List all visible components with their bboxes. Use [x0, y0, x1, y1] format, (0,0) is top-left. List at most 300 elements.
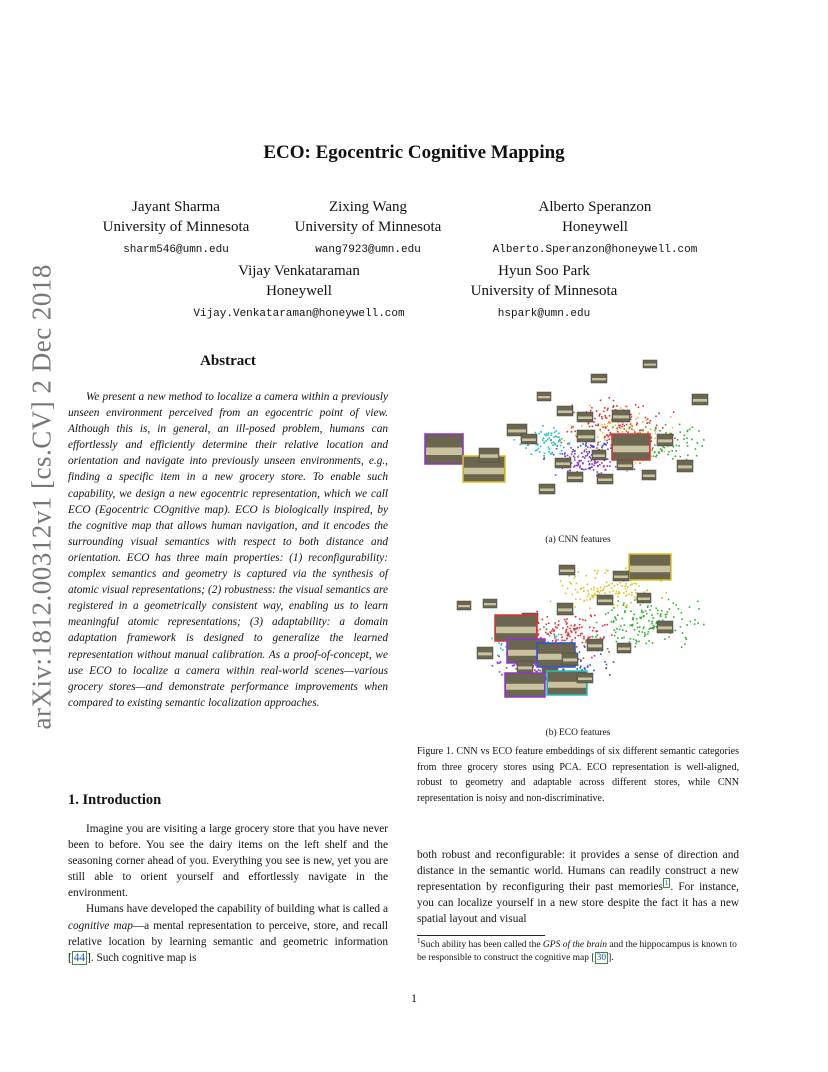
embedding-point — [650, 428, 652, 430]
embedding-point — [641, 610, 643, 612]
embedding-point — [501, 643, 503, 645]
embedding-point — [564, 619, 566, 621]
embedding-point — [555, 474, 557, 476]
embedding-point — [635, 583, 637, 585]
author-affiliation: University of Minnesota — [470, 283, 618, 299]
embedding-point — [668, 451, 670, 453]
embedding-point — [584, 457, 586, 459]
embedding-point — [497, 662, 499, 664]
embedding-point — [634, 646, 636, 648]
eco-feature-plot — [417, 543, 739, 728]
embedding-point — [667, 454, 669, 456]
embedding-point — [587, 584, 589, 586]
embedding-point — [672, 458, 674, 460]
embedding-point — [608, 439, 610, 441]
embedding-point — [573, 456, 575, 458]
embedding-point — [609, 415, 611, 417]
embedding-point — [655, 427, 657, 429]
embedding-point — [607, 458, 609, 460]
embedding-point — [658, 451, 660, 453]
embedding-point — [596, 591, 598, 593]
embedding-point — [667, 611, 669, 613]
embedding-point — [647, 633, 649, 635]
thumbnail-image — [557, 603, 573, 615]
embedding-point — [659, 430, 661, 432]
embedding-point — [681, 646, 683, 648]
embedding-point — [554, 637, 556, 639]
embedding-point — [656, 425, 658, 427]
embedding-point — [614, 629, 616, 631]
author-block — [168, 261, 430, 324]
embedding-point — [601, 416, 603, 418]
embedding-point — [606, 569, 608, 571]
embedding-point — [576, 583, 578, 585]
embedding-point — [617, 593, 619, 595]
author-email[interactable]: hspark@umn.edu — [497, 308, 591, 320]
embedding-point — [574, 575, 576, 577]
cnn-feature-plot — [417, 350, 739, 535]
embedding-point — [597, 471, 599, 473]
embedding-point — [592, 596, 594, 598]
embedding-point — [556, 639, 558, 641]
embedding-point — [653, 625, 655, 627]
embedding-point — [665, 614, 667, 616]
embedding-point — [631, 429, 633, 431]
thumbnail-image — [537, 392, 551, 401]
embedding-point — [567, 632, 569, 634]
embedding-point — [626, 630, 628, 632]
embedding-point — [573, 628, 575, 630]
embedding-point — [572, 451, 574, 453]
embedding-point — [600, 637, 602, 639]
embedding-point — [579, 599, 581, 601]
thumbnail-image — [677, 460, 693, 472]
embedding-point — [542, 439, 544, 441]
embedding-point — [624, 624, 626, 626]
embedding-point — [606, 425, 608, 427]
author-block — [282, 197, 454, 260]
embedding-point — [605, 415, 607, 417]
author-email[interactable]: sharm546@umn.edu — [123, 244, 229, 256]
embedding-point — [603, 411, 605, 413]
author-affiliation: Honeywell — [562, 219, 628, 235]
embedding-point — [629, 641, 631, 643]
embedding-point — [594, 418, 596, 420]
embedding-point — [595, 636, 597, 638]
embedding-point — [616, 405, 618, 407]
embedding-point — [597, 444, 599, 446]
embedding-point — [683, 438, 685, 440]
embedding-point — [631, 583, 633, 585]
embedding-point — [561, 450, 563, 452]
embedding-point — [605, 613, 607, 615]
embedding-point — [546, 433, 548, 435]
embedding-point — [581, 452, 583, 454]
embedding-point — [612, 406, 614, 408]
embedding-point — [698, 430, 700, 432]
embedding-point — [625, 595, 627, 597]
embedding-point — [606, 434, 608, 436]
author-email[interactable]: Alberto.Speranzon@honeywell.com — [492, 244, 698, 256]
embedding-point — [596, 447, 598, 449]
embedding-point — [647, 590, 649, 592]
embedding-point — [622, 618, 624, 620]
embedding-point — [684, 643, 686, 645]
embedding-point — [599, 464, 601, 466]
embedding-point — [616, 429, 618, 431]
embedding-point — [585, 620, 587, 622]
embedding-point — [554, 431, 556, 433]
embedding-point — [550, 631, 552, 633]
embedding-point — [615, 593, 617, 595]
embedding-point — [694, 623, 696, 625]
embedding-point — [687, 455, 689, 457]
embedding-point — [607, 422, 609, 424]
embedding-point — [548, 451, 550, 453]
embedding-point — [554, 443, 556, 445]
embedding-point — [571, 594, 573, 596]
embedding-point — [658, 413, 660, 415]
embedding-point — [654, 430, 656, 432]
thumbnail-image — [591, 374, 607, 383]
subfigure-caption: (b) ECO features — [545, 728, 611, 738]
embedding-point — [561, 634, 563, 636]
embedding-point — [625, 583, 627, 585]
embedding-point — [553, 436, 555, 438]
embedding-point — [575, 435, 577, 437]
embedding-point — [606, 440, 608, 442]
thumbnail-image — [577, 430, 595, 442]
author-email[interactable]: Vijay.Venkataraman@honeywell.com — [193, 308, 405, 320]
embedding-point — [605, 426, 607, 428]
embedding-point — [637, 634, 639, 636]
embedding-point — [653, 455, 655, 457]
embedding-point — [590, 457, 592, 459]
embedding-point — [578, 455, 580, 457]
embedding-point — [604, 407, 606, 409]
embedding-point — [686, 442, 688, 444]
embedding-point — [551, 434, 553, 436]
embedding-point — [679, 424, 681, 426]
embedding-point — [613, 607, 615, 609]
embedding-point — [579, 618, 581, 620]
embedding-point — [607, 408, 609, 410]
embedding-point — [561, 453, 563, 455]
embedding-point — [696, 455, 698, 457]
embedding-point — [562, 669, 564, 671]
embedding-point — [606, 582, 608, 584]
embedding-point — [538, 433, 540, 435]
embedding-point — [547, 616, 549, 618]
embedding-point — [548, 432, 550, 434]
embedding-point — [499, 671, 501, 673]
embedding-point — [616, 591, 618, 593]
embedding-point — [548, 622, 550, 624]
page-number: 1 — [411, 991, 417, 1005]
thumbnail-image — [577, 673, 593, 683]
embedding-point — [553, 634, 555, 636]
embedding-point — [603, 636, 605, 638]
author-email[interactable]: wang7923@umn.edu — [315, 244, 421, 256]
embedding-point — [638, 631, 640, 633]
embedding-point — [634, 589, 636, 591]
author-name: Vijay Venkataraman — [238, 263, 360, 279]
embedding-point — [675, 450, 677, 452]
embedding-point — [566, 623, 568, 625]
embedding-point — [567, 634, 569, 636]
embedding-point — [655, 433, 657, 435]
embedding-point — [591, 407, 593, 409]
embedding-point — [491, 638, 493, 640]
embedding-point — [644, 632, 646, 634]
embedding-point — [687, 445, 689, 447]
embedding-point — [591, 463, 593, 465]
embedding-point — [639, 626, 641, 628]
embedding-point — [539, 451, 541, 453]
embedding-point — [612, 427, 614, 429]
embedding-point — [678, 445, 680, 447]
embedding-point — [558, 441, 560, 443]
embedding-point — [598, 415, 600, 417]
embedding-point — [540, 446, 542, 448]
embedding-point — [596, 410, 598, 412]
embedding-point — [538, 633, 540, 635]
embedding-point — [601, 424, 603, 426]
embedding-point — [551, 630, 553, 632]
thumbnail-image — [692, 394, 708, 405]
embedding-point — [575, 599, 577, 601]
embedding-point — [582, 642, 584, 644]
embedding-point — [596, 622, 598, 624]
embedding-point — [682, 632, 684, 634]
embedding-point — [609, 591, 611, 593]
embedding-point — [620, 428, 622, 430]
embedding-point — [589, 664, 591, 666]
embedding-point — [579, 624, 581, 626]
embedding-point — [544, 434, 546, 436]
embedding-point — [664, 638, 666, 640]
embedding-point — [531, 453, 533, 455]
embedding-point — [635, 404, 637, 406]
embedding-point — [607, 570, 609, 572]
embedding-point — [594, 463, 596, 465]
embedding-point — [641, 611, 643, 613]
embedding-point — [654, 451, 656, 453]
embedding-point — [622, 629, 624, 631]
embedding-point — [613, 400, 615, 402]
embedding-point — [625, 430, 627, 432]
embedding-point — [697, 601, 699, 603]
embedding-point — [571, 427, 573, 429]
embedding-point — [552, 444, 554, 446]
embedding-point — [554, 635, 556, 637]
embedding-point — [611, 587, 613, 589]
embedding-point — [537, 445, 539, 447]
embedding-point — [579, 467, 581, 469]
embedding-point — [625, 406, 627, 408]
embedding-point — [556, 627, 558, 629]
embedding-point — [634, 596, 636, 598]
embedding-point — [565, 630, 567, 632]
embedding-point — [625, 588, 627, 590]
embedding-point — [606, 667, 608, 669]
embedding-point — [574, 637, 576, 639]
embedding-point — [630, 426, 632, 428]
embedding-point — [588, 593, 590, 595]
embedding-point — [649, 422, 651, 424]
embedding-point — [575, 616, 577, 618]
embedding-point — [687, 431, 689, 433]
embedding-point — [617, 427, 619, 429]
embedding-point — [631, 592, 633, 594]
embedding-point — [602, 445, 604, 447]
embedding-point — [639, 617, 641, 619]
embedding-point — [685, 637, 687, 639]
embedding-point — [617, 605, 619, 607]
embedding-point — [558, 625, 560, 627]
embedding-point — [633, 639, 635, 641]
embedding-point — [539, 629, 541, 631]
embedding-point — [601, 418, 603, 420]
embedding-point — [605, 417, 607, 419]
embedding-point — [586, 451, 588, 453]
embedding-point — [633, 429, 635, 431]
embedding-point — [615, 619, 617, 621]
citation-link[interactable]: 44 — [73, 951, 86, 964]
embedding-point — [660, 448, 662, 450]
embedding-point — [643, 628, 645, 630]
right-column-body: both robust and reconfigurable: it provides a sense of direction and distance in the semantic world. Humans can readily construct a new representation by reconfiguring their past memories $^1$ . For instance, you can localize yourself in a new store despite the fact it has a new spatial layout and visual — [417, 849, 739, 926]
embedding-point — [597, 466, 599, 468]
embedding-point — [574, 450, 576, 452]
embedding-point — [580, 445, 582, 447]
embedding-point — [604, 572, 606, 574]
author-name: Hyun Soo Park — [498, 263, 590, 279]
embedding-point — [617, 596, 619, 598]
embedding-point — [586, 599, 588, 601]
embedding-point — [585, 455, 587, 457]
embedding-point — [634, 629, 636, 631]
embedding-point — [590, 597, 592, 599]
embedding-point — [506, 667, 508, 669]
embedding-point — [604, 439, 606, 441]
embedding-point — [597, 630, 599, 632]
embedding-point — [674, 437, 676, 439]
embedding-point — [589, 627, 591, 629]
embedding-point — [609, 584, 611, 586]
embedding-point — [544, 453, 546, 455]
embedding-point — [615, 632, 617, 634]
embedding-point — [678, 608, 680, 610]
embedding-point — [679, 431, 681, 433]
embedding-point — [603, 466, 605, 468]
embedding-point — [686, 437, 688, 439]
embedding-point — [525, 447, 527, 449]
embedding-point — [576, 668, 578, 670]
embedding-point — [553, 630, 555, 632]
embedding-point — [552, 640, 554, 642]
embedding-point — [694, 619, 696, 621]
embedding-point — [565, 621, 567, 623]
embedding-point — [680, 626, 682, 628]
thumbnail-image — [425, 434, 463, 464]
embedding-point — [549, 448, 551, 450]
embedding-point — [501, 674, 503, 676]
arxiv-stamp: arXiv:1812.00312v1 [cs.CV] 2 Dec 2018 — [26, 264, 57, 730]
embedding-point — [681, 618, 683, 620]
thumbnail-image — [495, 615, 537, 641]
embedding-point — [638, 407, 640, 409]
embedding-point — [574, 453, 576, 455]
embedding-point — [594, 570, 596, 572]
embedding-point — [615, 466, 617, 468]
embedding-point — [602, 432, 604, 434]
embedding-point — [547, 439, 549, 441]
embedding-point — [589, 426, 591, 428]
embedding-point — [575, 632, 577, 634]
embedding-point — [571, 431, 573, 433]
embedding-point — [498, 642, 500, 644]
embedding-point — [580, 460, 582, 462]
thumbnail-image — [617, 643, 631, 653]
embedding-point — [625, 568, 627, 570]
embedding-point — [535, 671, 537, 673]
thumbnail-image — [567, 472, 583, 482]
embedding-point — [652, 627, 654, 629]
embedding-point — [581, 425, 583, 427]
embedding-point — [561, 438, 563, 440]
embedding-point — [673, 616, 675, 618]
embedding-point — [547, 633, 549, 635]
embedding-point — [607, 442, 609, 444]
embedding-point — [666, 592, 668, 594]
embedding-point — [649, 609, 651, 611]
embedding-point — [599, 413, 601, 415]
embedding-point — [607, 409, 609, 411]
embedding-point — [500, 661, 502, 663]
embedding-point — [583, 587, 585, 589]
embedding-point — [577, 592, 579, 594]
embedding-point — [623, 603, 625, 605]
embedding-point — [560, 445, 562, 447]
embedding-point — [581, 587, 583, 589]
embedding-point — [604, 592, 606, 594]
embedding-point — [618, 591, 620, 593]
thumbnail-image — [642, 470, 656, 480]
footnote-marker[interactable]: 1 — [664, 879, 669, 888]
thumbnail-image — [521, 434, 537, 444]
embedding-point — [623, 637, 625, 639]
embedding-point — [534, 669, 536, 671]
embedding-point — [574, 457, 576, 459]
embedding-point — [535, 450, 537, 452]
embedding-point — [663, 451, 665, 453]
embedding-point — [536, 449, 538, 451]
embedding-point — [597, 442, 599, 444]
author-name: Jayant Sharma — [132, 199, 220, 215]
embedding-point — [572, 426, 574, 428]
thumbnail-image — [555, 458, 571, 468]
embedding-point — [635, 643, 637, 645]
citation-link[interactable]: 30 — [596, 953, 607, 963]
embedding-point — [558, 634, 560, 636]
embedding-point — [552, 628, 554, 630]
embedding-point — [635, 462, 637, 464]
embedding-point — [564, 455, 566, 457]
embedding-point — [589, 608, 591, 610]
embedding-point — [636, 424, 638, 426]
embedding-point — [543, 442, 545, 444]
